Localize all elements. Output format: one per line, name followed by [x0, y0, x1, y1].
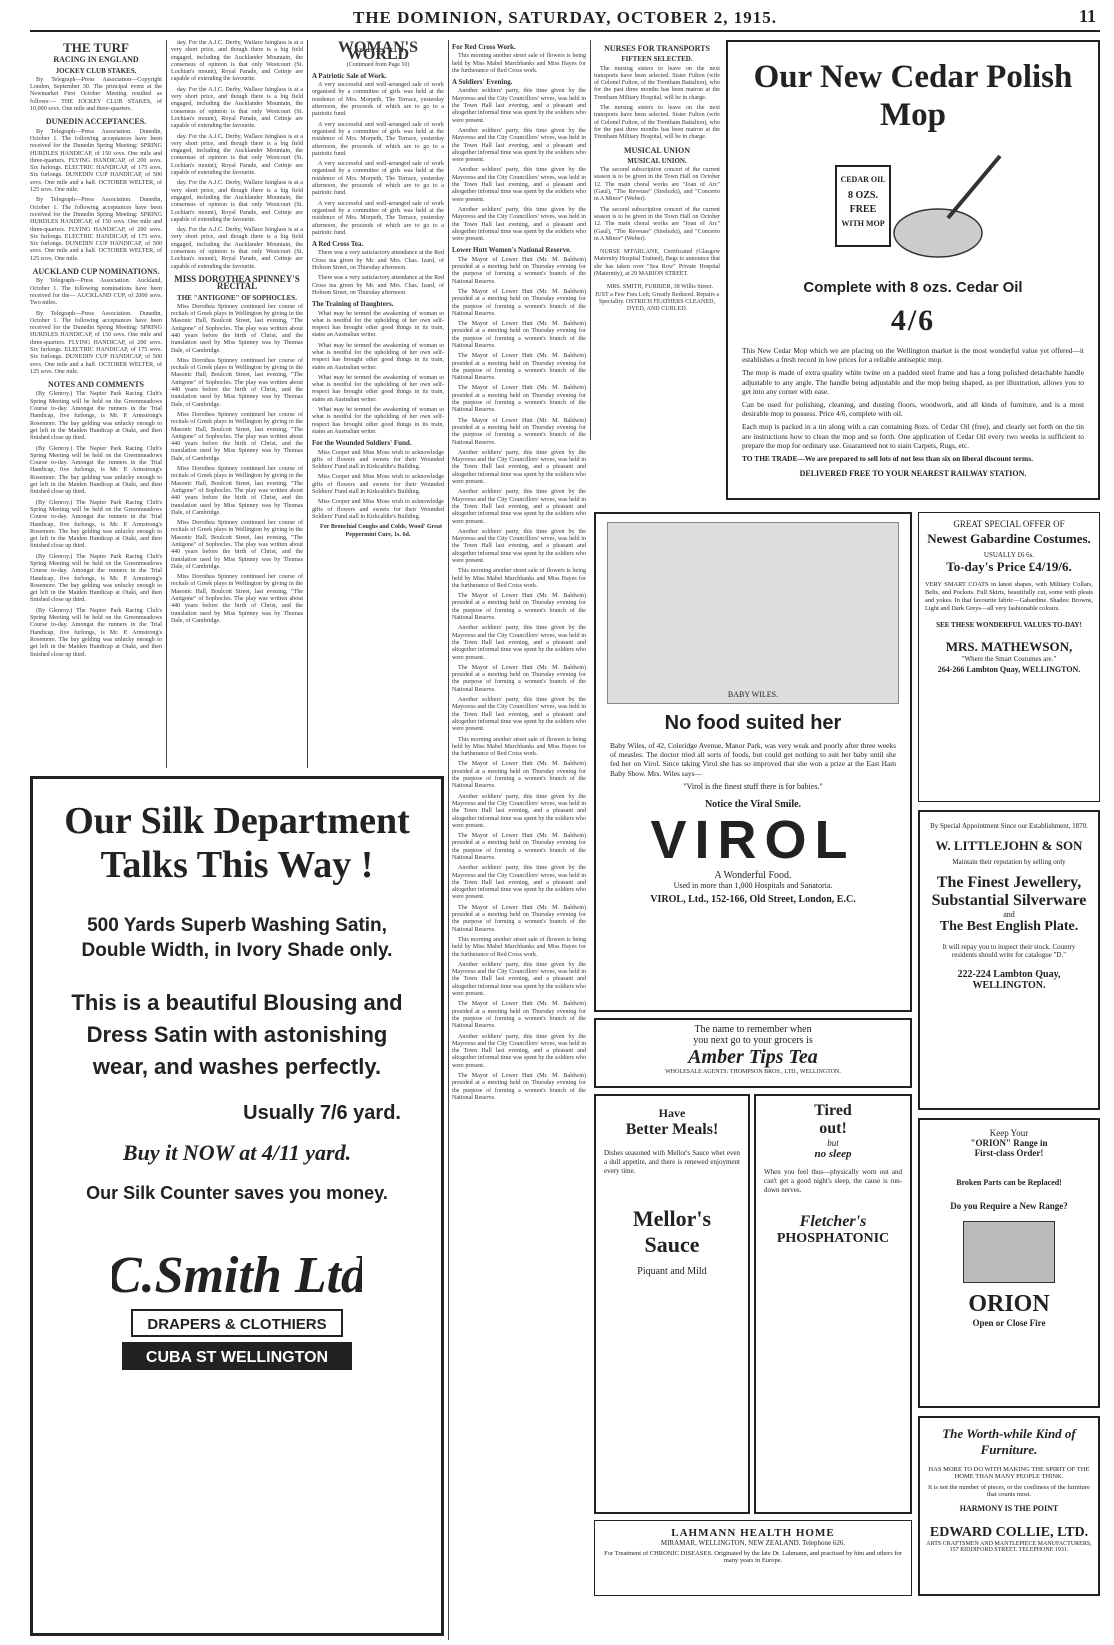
mop-illustration-icon [818, 148, 1008, 268]
smith-logo-icon [112, 1230, 362, 1380]
littlejohn-name: W. LITTLEJOHN & SON [935, 838, 1083, 853]
littlejohn-ad [918, 810, 1100, 1110]
phos-h3: but [827, 1138, 839, 1148]
littlejohn-line-3: and [1003, 910, 1015, 919]
amber-agents: WHOLESALE AGENTS: THOMPSON BROS., LTD., WELLINGTON. [665, 1069, 841, 1075]
womans-world-column [312, 40, 444, 768]
col4-p3e: The Mayor of Lower Hutt (Mr. M. Baldwin) presided at a meeting held on Thursday evening for the purpose of forming a women's branch of the National Reserve. [452, 385, 586, 414]
collie-harmony: HARMONY IS THE POINT [959, 1504, 1059, 1513]
recital-subheading: THE "ANTIGONE" OF SOPHOCLES. [177, 293, 297, 302]
womans-sub1: A Patriotic Sale of Work. [312, 71, 387, 80]
col4-p3w: The Mayor of Lower Hutt (Mr. M. Baldwin) presided at a meeting held on Thursday evening for the purpose of forming a women's branch of the National Reserve. [452, 1001, 586, 1030]
silk-headline-1: Our Silk Department [64, 800, 410, 842]
collie-name: EDWARD COLLIE, LTD. [929, 1525, 1089, 1540]
phosphatonic-ad [754, 1094, 912, 1514]
col4-p2b: Another soldiers' party, this time given by the Mayoress and the City Councillors' wives, was held in the Town Hall last evening, and a pleasant and altogether informal time was spent by the soldiers who were present. [452, 127, 586, 164]
turf-p2: By Telegraph—Press Association. Dunedin, October 1. The following acceptances have been received for the Dunedin Spring Meeting: SPRING HURDLES HANDICAP, of 150 sovs. One mile and three-quarters. FLYING HANDICAP, of 200 sovs. Six furlongs. ELECTRIC HANDICAP, of 175 sovs. Six furlongs. DUNEDIN CUP HANDICAP, of 500 sovs. One mile and a half. OCTOBER WELTER, of 125 sovs. One mile. [30, 128, 162, 194]
nurses-column [594, 40, 720, 440]
turf-p3b: By Telegraph—Press Association. Dunedin, October 1. The following acceptances have been received for the Dunedin Spring Meeting: SPRING HURDLES HANDICAP, of 150 sovs. One mile and three-quarters. FLYING HANDICAP, of 200 sovs. Six furlongs. ELECTRIC HANDICAP, of 175 sovs. Six furlongs. DUNEDIN CUP HANDICAP, of 500 sovs. One mile and a half. OCTOBER WELTER, of 125 sovs. One mile. [30, 310, 162, 375]
col4-p3n: Another soldiers' party, this time given by the Mayoress and the City Councillors' wives, was held in the Town Hall last evening, and a pleasant and altogether informal time was spent by the soldiers who were present. [452, 697, 586, 733]
turf-column [30, 40, 162, 768]
gabardine-h1: GREAT SPECIAL OFFER OF [953, 519, 1065, 529]
amber-line-1: The name to remember when [694, 1024, 812, 1035]
womans-p2b: There was a very satisfactory attendance at the Red Cross tea given by Mr. and Mrs. Chas. Izard, of Hobson Street, on Thursday afternoon. [312, 275, 444, 296]
col4-p3u: This morning another street sale of flowers is being held by Miss Mabel Marchbanks and Miss Hayes for the furtherance of Red Cross work. [452, 936, 586, 958]
turf-p1: By Telegraph—Press Association—Copyright London, September 30. The principal event at the Newmarket First October Meeting resulted as follows:— THE JOCKEY CLUB STAKES, of 10,000 sovs. One mile and three-quarters. [30, 76, 162, 113]
card-furrier: MRS. SMITH, FURRIER, 38 Willis Street. JUST a Few Furs Left; Greatly Reduced. Repairs a Speciality. OSTRICH FEATHERS CLEANED, DYED, AND CURLED. [594, 284, 720, 313]
mop-text-4: Each mop is packed in a tin along with a can containing 8ozs. of Cedar Oil (free), and clearly set forth on the tin are instructions how to clean the mop and so forth. One application of Cedar Oil every two weeks is sufficient to prepare the mop for ordinary use. Guaranteed not to stain Carpets, Rugs, etc. [742, 422, 1084, 450]
virol-quote: "Virol is the finest stuff there is for babies." [683, 781, 823, 791]
col4-p3y: The Mayor of Lower Hutt (Mr. M. Baldwin) presided at a meeting held on Thursday evening for the purpose of forming a women's branch of the National Reserve. [452, 1073, 586, 1101]
veitch-logo-text [822, 498, 1004, 500]
virol-ad [594, 512, 912, 1012]
col4-sub1: For Red Cross Work. [452, 43, 516, 51]
col4-p3l: Another soldiers' party, this time given by the Mayoress and the City Councillors' wives, was held in the Town Hall last evening, and a pleasant and altogether informal time was spent by the soldiers who were present. [452, 625, 586, 661]
column-rule [590, 40, 591, 440]
recital-heading: MISS DOROTHEA SPINNEY'S RECITAL [174, 273, 300, 292]
womans-sub2: A Red Cross Tea. [312, 240, 364, 249]
nurses-heading: NURSES FOR TRANSPORTS [604, 44, 710, 53]
column-rule [307, 40, 308, 768]
collie-ad [918, 1416, 1100, 1596]
littlejohn-line-2: Substantial Silverware [931, 892, 1087, 909]
column-rule [448, 40, 449, 1640]
mellors-h1: Have [658, 1106, 686, 1120]
col4-p3o: This morning another street sale of flowers is being held by Miss Mabel Marchbanks and Miss Hayes for the furtherance of Red Cross work. [452, 736, 586, 758]
phos-text: When you feel thus—physically worn out and can't get a good night's sleep, the cause is run-down nerves. [764, 1168, 902, 1194]
col2-p1b: day. For the A.J.C. Derby, Wallace Isinglass is at a very short price, and though there is a big field engaged, including the Aucklander Mountain, the consensus of opinion is that only Westcourt (St. Lochian's mount), Royal Parade, and Cetinje are capable of extending the favourite. [171, 86, 303, 130]
col4-p3m: The Mayor of Lower Hutt (Mr. M. Baldwin) presided at a meeting held on Thursday evening for the purpose of forming a women's branch of the National Reserve. [452, 664, 586, 693]
turf-p2b: By Telegraph—Press Association. Dunedin, October 1. The following acceptances have been received for the Dunedin Spring Meeting: SPRING HURDLES HANDICAP, of 150 sovs. One mile and three-quarters. FLYING HANDICAP, of 200 sovs. Six furlongs. ELECTRIC HANDICAP, of 175 sovs. Six furlongs. DUNEDIN CUP HANDICAP, of 500 sovs. One mile and a half. OCTOBER WELTER, of 125 sovs. One mile. [30, 197, 162, 262]
col4-p1: This morning another street sale of flowers is being held by Miss Mabel Marchbanks and Miss Hayes for the furtherance of Red Cross work. [452, 53, 586, 74]
col4-sub3: Lower Hutt Women's National Reserve. [452, 246, 571, 255]
lahmann-ad [594, 1520, 912, 1596]
col4-p2: Another soldiers' party, this time given by the Mayoress and the City Councillors' wives, was held in the Town Hall last evening, and a pleasant and altogether informal time was spent by the soldiers who were present. [452, 88, 586, 124]
col2-p2b: Miss Dorothea Spinney continued her course of recitals of Greek plays in Wellington by giving in the Masonic Hall, Boulcott Street, last evening, "The Antigone" of Sophocles. The play was written about 440 years before the birth of Christ, and the translation used by Miss Spinney was by Thomas Dale, of Cambridge. [171, 357, 303, 408]
womans-p4b: Miss Cooper and Miss Moss wish to acknowledge gifts of flowers and sweets for their Wounded Soldiers' Fund stall in Kirkcaldie's Building. [312, 474, 444, 496]
col4-p3x: Another soldiers' party, this time given by the Mayoress and the City Councillors' wives, was held in the Town Hall last evening, and a pleasant and altogether informal time was spent by the soldiers who were present. [452, 1033, 586, 1069]
phos-brand: Fletcher's [799, 1213, 867, 1230]
collie-sub: ARTS CRAFTSMEN AND MANTLEPIECE MANUFACTURERS, [926, 1541, 1092, 1547]
col2-p1d: day. For the A.J.C. Derby, Wallace Isinglass is at a very short price, and though there is a big field engaged, including the Aucklander Mountain, the consensus of opinion is that only Westcourt (St. Lochian's mount), Royal Parade, and Cetinje are capable of extending the favourite. [171, 180, 303, 223]
col4-p3i: Another soldiers' party, this time given by the Mayoress and the City Councillors' wives, was held in the Town Hall last evening, and a pleasant and altogether informal time was spent by the soldiers who were present. [452, 528, 586, 564]
turf-sub4: NOTES AND COMMENTS [47, 380, 144, 390]
turf-p4c: (By Glenroy.) The Napier Park Racing Club's Spring Meeting will be held on the Greenmeadows Course to-day. Amongst the runners in the Trial Handicap, five furlongs, is Mr. P. Armstrong's Rosemore. The bay gelding was unlucky enough to get left in the Maiden Handicap at Otaki, and then finished close up third. [30, 499, 162, 550]
gabardine-address: 264-266 Lambton Quay, WELLINGTON. [937, 665, 1081, 674]
turf-heading: THE TURF [63, 40, 129, 55]
littlejohn-line-4: The Best English Plate. [939, 919, 1079, 934]
womans-p4c: Miss Cooper and Miss Moss wish to acknowledge gifts of flowers and sweets for their Wounded Soldiers' Fund stall in Kirkcaldie's Building. [312, 499, 444, 520]
mop-text-3: Can be used for polishing, cleaning, and dusting floors, woodwork, and all kinds of furniture, and is a most desirable mop to possess. Price 4/6, complete with oil. [742, 400, 1084, 419]
col4-p3v: Another soldiers' party, this time given by the Mayoress and the City Councillors' wives, was held in the Town Hall last evening, and a pleasant and altogether informal time was spent by the soldiers who were present. [452, 961, 586, 998]
silk-line-4: Double Width, in Ivory Shade only. [81, 940, 393, 961]
col2-p1e: day. For the A.J.C. Derby, Wallace Isinglass is at a very short price, and though there is a big field engaged, including the Aucklander Mountain, the consensus of opinion is that only Westcourt (St. Lochian's mount), Royal Parade, and Cetinje are capable of extending the favourite. [171, 227, 303, 270]
womans-p2: There was a very satisfactory attendance at the Red Cross tea given by Mr. and Mrs. Chas. Izard, of Hobson Street, on Thursday afternoon. [312, 250, 444, 272]
smith-logo-city: CUBA ST WELLINGTON [145, 1349, 329, 1366]
musical-heading: MUSICAL UNION [623, 145, 690, 155]
col2-p1c: day. For the A.J.C. Derby, Wallace Isinglass is at a very short price, and though there is a big field engaged, including the Aucklander Mountain, the consensus of opinion is that only Westcourt (St. Lochian's mount), Royal Parade, and Cetinje are capable of extending the favourite. [171, 133, 303, 177]
musical-pb: The second subscription concert of the current season is to be given in the Town Hall on October 12. The main choral works are "Joan of Arc" (Gaul), "The Reveuse" (Strelezki), and "Concerto in A Minor" (Weber). [594, 206, 720, 242]
womans-p4: Miss Cooper and Miss Moss wish to acknowledge gifts of flowers and sweets for their Wounded Soldiers' Fund stall in Kirkcaldie's Building. [312, 449, 444, 471]
gabardine-ad [918, 512, 1100, 802]
virol-address: VIROL, Ltd., 152-166, Old Street, London, E.C. [650, 893, 856, 905]
col4-p3s: Another soldiers' party, this time given by the Mayoress and the City Councillors' wives, was held in the Town Hall last evening, and a pleasant and altogether informal time was spent by the soldiers who were present. [452, 865, 586, 901]
mellors-h2: Better Meals! [625, 1121, 719, 1138]
amber-tips-ad [594, 1018, 912, 1088]
col4-p3q: Another soldiers' party, this time given by the Mayoress and the City Councillors' wives, was held in the Town Hall last evening, and a pleasant and altogether informal time was spent by the soldiers who were present. [452, 793, 586, 829]
phos-h2: out! [819, 1120, 847, 1137]
orion-tag: Open or Close Fire [972, 1318, 1046, 1328]
col4-p3t: The Mayor of Lower Hutt (Mr. M. Baldwin) presided at a meeting held on Thursday evening for the purpose of forming a women's branch of the National Reserve. [452, 904, 586, 933]
turf-p4e: (By Glenroy.) The Napier Park Racing Club's Spring Meeting will be held on the Greenmeadows Course to-day. Amongst the runners in the Trial Handicap, five furlongs, is Mr. P. Armstrong's Rosemore. The bay gelding was unlucky enough to get left in the Maiden Handicap at Otaki, and then finished close up third. [30, 607, 162, 658]
turf-p4: (By Glenroy.) The Napier Park Racing Club's Spring Meeting will be held on the Greenmeadows Course to-day. Amongst the runners in the Trial Handicap, five furlongs, is Mr. P. Armstrong's Rosemore. The bay gelding was unlucky enough to get left in the Maiden Handicap at Otaki, and then finished close up third. [30, 391, 162, 442]
gabardine-h2: Newest Gabardine Costumes. [927, 531, 1091, 546]
womans-p1c: A very successful and well-arranged sale of work organised by a committee of girls was held at the residence of Mrs. Morpeth, The Terrace, yesterday afternoon, the proceeds of which are to go to a patriotic fund. [312, 161, 444, 197]
musical-sub: MUSICAL UNION. [627, 156, 687, 165]
mop-text-5: TO THE TRADE—We are prepared to sell lots of not less than six on liberal discount terms. [742, 454, 1033, 464]
gabardine-name: MRS. MATHEWSON, [945, 639, 1073, 654]
littlejohn-appointment: By Special Appointment Since our Establishment, 1870. [930, 822, 1088, 830]
silk-headline-2: Talks This Way ! [100, 844, 374, 886]
orion-broken: Broken Parts can be Replaced! [956, 1178, 1062, 1187]
cedar-mop-ad [726, 40, 1100, 500]
mop-subtitle: Complete with 8 ozs. Cedar Oil [803, 279, 1023, 296]
col4-p3j: This morning another street sale of flowers is being held by Miss Mabel Marchbanks and Miss Hayes for the furtherance of Red Cross work. [452, 568, 586, 589]
col4-p3r: The Mayor of Lower Hutt (Mr. M. Baldwin) presided at a meeting held on Thursday evening for the purpose of forming a women's branch of the National Reserve. [452, 833, 586, 861]
womans-p3c: What may be termed the awakening of woman to what is needful for the upholding of her own self-respect has brought other good things in its train, states an Australian writer. [312, 374, 444, 403]
silk-sale-price: Buy it NOW at 4/11 yard. [122, 1140, 352, 1165]
orion-range-icon [963, 1221, 1055, 1283]
orion-ad [918, 1118, 1100, 1408]
can-label-3: FREE [849, 204, 877, 215]
turf-p3: By Telegraph—Press Association. Auckland, October 1. The following nominations have been received for the— AUCKLAND CUP, of 2000 sovs. Two miles. [30, 278, 162, 307]
gabardine-today: To-day's Price £4/19/6. [946, 559, 1072, 574]
womans-p3: What may be termed the awakening of woman to what is needful for the upholding of her own self-respect has brought other good things in its train, states an Australian writer. [312, 310, 444, 339]
veitch-allan-logo-icon [793, 488, 1033, 500]
lahmann-text: For Treatment of CHRONIC DISEASES. Originated by the late Dr. Lahmann, and practised by him and others for many years in Europe. [604, 1550, 902, 1564]
amber-name: Amber Tips Tea [688, 1046, 818, 1068]
womans-sub3: The Training of Daughters. [312, 300, 394, 309]
virol-title: No food suited her [664, 712, 842, 734]
orion-question: Do you Require a New Range? [950, 1201, 1068, 1211]
col4-p3p: The Mayor of Lower Hutt (Mr. M. Baldwin) presided at a meeting held on Thursday evening for the purpose of forming a women's branch of the National Reserve. [452, 761, 586, 790]
silk-footer-line: Our Silk Counter saves you money. [86, 1183, 388, 1203]
littlejohn-sub: Maintain their reputation by selling only [952, 858, 1066, 866]
turf-sub1b: JOCKEY CLUB STAKES. [55, 66, 137, 75]
can-label-1: CEDAR OIL [840, 175, 886, 184]
virol-used: Used in more than 1,000 Hospitals and Sanatoria. [673, 880, 833, 890]
turf-p4b: (By Glenroy.) The Napier Park Racing Club's Spring Meeting will be held on the Greenmeadows Course to-day. Amongst the runners in the Trial Handicap, five furlongs, is Mr. P. Armstrong's Rosemore. The bay gelding was unlucky enough to get left in the Maiden Handicap at Otaki, and then finished close up third. [30, 445, 162, 496]
turf-sub3: AUCKLAND CUP NOMINATIONS. [32, 267, 160, 277]
orion-h2: "ORION" Range in [970, 1138, 1048, 1148]
silk-usual-price: Usually 7/6 yard. [243, 1102, 401, 1124]
nurses-p1: The nursing sisters to leave on the next transports have been selected. Sister Fulton (wife of Colonel Fulton, of the Trentham Battalion), who for the past three months has been matron at the Trentham Military Hospital, will be in charge. [594, 65, 720, 101]
smith-logo-text: C.Smith Ltd [112, 1247, 362, 1304]
mop-delivery: DELIVERED FREE TO YOUR NEAREST RAILWAY STATION. [799, 469, 1027, 479]
silk-line-3: 500 Yards Superb Washing Satin, [87, 915, 387, 936]
musical-p: The second subscription concert of the current season is to be given in the Town Hall on October 12. The main choral works are "Joan of Arc" (Gaul), "The Reveuse" (Strelezki), and "Concerto in A Minor" (Weber). [594, 167, 720, 203]
card-nurse: NURSE M'FARLANE, Certificated (Glasgow Maternity Hospital Trained), Begs to announce that she has taken over "Sea Row" Private Hospital (Maternity), at 29 MARION STREET. [594, 249, 720, 278]
smith-logo-sub: DRAPERS & CLOTHIERS [147, 1316, 327, 1333]
orion-name: ORION [968, 1291, 1050, 1317]
womans-sub4: For the Wounded Soldiers' Fund. [312, 439, 412, 448]
continued-note: (Continued from Page 10) [346, 61, 410, 68]
can-label-2: 8 OZS. [847, 190, 879, 201]
womans-p1d: A very successful and well-arranged sale of work organised by a committee of girls was held at the residence of Mrs. Morpeth, The Terrace, yesterday afternoon, the proceeds of which are to go to a patriotic fund. [312, 200, 444, 236]
mellors-tag: Piquant and Mild [637, 1266, 707, 1277]
masthead-title: THE DOMINION, SATURDAY, OCTOBER 2, 1915. [353, 8, 777, 27]
nurses-sub: FIFTEEN SELECTED. [621, 55, 693, 64]
gabardine-text: VERY SMART COATS in latest shapes, with Military Collars, Belts, and Pockets. Full Skirts, beautifully cut, some with pleats and yokes. In that favourite fabric—Gabardine. Shades: Browns, Light and Dark Greys—all very fashionable colours. [925, 581, 1093, 612]
silk-department-ad [30, 776, 444, 1636]
amber-line-2: you next go to your grocers is [693, 1035, 813, 1046]
col2-p2e: Miss Dorothea Spinney continued her course of recitals of Greek plays in Wellington by giving in the Masonic Hall, Boulcott Street, last evening, "The Antigone" of Sophocles. The play was written about 440 years before the birth of Christ, and the translation used by Miss Spinney was by Thomas Dale, of Cambridge. [171, 520, 303, 570]
baby-photo [607, 522, 899, 704]
baby-photo-caption: BABY WILES. [727, 690, 779, 699]
mop-title: Our New Cedar Polish Mop [753, 59, 1073, 133]
orion-h1: Keep Your [989, 1128, 1029, 1138]
col4-column [452, 40, 586, 1640]
silk-line-5: This is a beautiful Blousing and [71, 990, 403, 1015]
col2-p2f: Miss Dorothea Spinney continued her course of recitals of Greek plays in Wellington by giving in the Masonic Hall, Boulcott Street, last evening, "The Antigone" of Sophocles. The play was written about 440 years before the birth of Christ, and the translation used by Miss Spinney was by Thomas Dale, of Cambridge. [171, 574, 303, 624]
mop-text-2: The mop is made of extra quality white twine on a padded steel frame and has a long polished detachable handle adjustable to any angle. The handle being adjustable and the mop being shaped, as per illustration, allows you to get into any corner with ease. [742, 368, 1084, 396]
mop-text-1: This New Cedar Mop which we are placing on the Wellington market is the most wonderful value yet offered—it establishes a fresh record in low prices for a reliable antiseptic mop. [742, 346, 1084, 365]
womans-p3b: What may be termed the awakening of woman to what is needful for the upholding of her own self-respect has brought other good things in its train, states an Australian writer. [312, 342, 444, 371]
littlejohn-text: It will repay you to inspect their stock. Country residents should write for catalogue "D." [942, 943, 1076, 959]
col2-p2d: Miss Dorothea Spinney continued her course of recitals of Greek plays in Wellington by giving in the Masonic Hall, Boulcott Street, last evening, "The Antigone" of Sophocles. The play was written about 440 years before the birth of Christ, and the translation used by Miss Spinney was by Thomas Dale, of Cambridge. [171, 466, 303, 516]
womans-world-heading: WOMAN'S WORLD [338, 40, 418, 64]
virol-text: Baby Wiles, of 42, Coleridge Avenue, Manor Park, was very weak and poorly after three weeks of measles. The doctor tried all sorts of foods, but could get nothing to suit her baby until she fed her on Virol. Since taking Virol she has so improved that she won a prize at the East Ham Baby Show. Mrs. Wiles says— [610, 741, 896, 778]
page-number: 11 [1078, 6, 1096, 26]
silk-line-7: wear, and washes perfectly. [92, 1054, 382, 1079]
mellors-name-2: Sauce [644, 1232, 700, 1257]
col4-p3c: The Mayor of Lower Hutt (Mr. M. Baldwin) presided at a meeting held on Thursday evening for the purpose of forming a women's branch of the National Reserve. [452, 321, 586, 349]
col4-p2d: Another soldiers' party, this time given by the Mayoress and the City Councillors' wives, was held in the Town Hall last evening, and a pleasant and altogether informal time was spent by the soldiers who were present. [452, 206, 586, 243]
col4-p3b: The Mayor of Lower Hutt (Mr. M. Baldwin) presided at a meeting held on Thursday evening for the purpose of forming a women's branch of the National Reserve. [452, 288, 586, 317]
turf-sub2: DUNEDIN ACCEPTANCES. [45, 117, 147, 127]
littlejohn-line-1: The Finest Jewellery, [936, 874, 1082, 891]
turf-sub1: RACING IN ENGLAND [53, 55, 139, 65]
lahmann-sub: MIRAMAR, WELLINGTON, NEW ZEALAND. Telephone 626. [660, 1539, 846, 1547]
can-label-4: WITH MOP [841, 219, 885, 228]
gabardine-see: SEE THESE WONDERFUL VALUES TO-DAY! [936, 621, 1082, 629]
mop-price: 4/6 [890, 304, 936, 337]
nurses-p1b: The nursing sisters to leave on the next transports have been selected. Sister Fulton (wife of Colonel Fulton, of the Trentham Battalion), who for the past three months has been matron at the Trentham Military Hospital, will be in charge. [594, 105, 720, 141]
gabardine-usual: USUALLY £6 6s. [983, 551, 1035, 559]
col4-p3f: The Mayor of Lower Hutt (Mr. M. Baldwin) presided at a meeting held on Thursday evening for the purpose of forming a women's branch of the National Reserve. [452, 417, 586, 446]
collie-address: 157 RIDDIFORD STREET. TELEPHONE 1931. [949, 1547, 1069, 1553]
womans-p3d: What may be termed the awakening of woman to what is needful for the upholding of her own self-respect has brought other good things in its train, states an Australian writer. [312, 407, 444, 435]
col4-p3g: Another soldiers' party, this time given by the Mayoress and the City Councillors' wives, was held in the Town Hall last evening, and a pleasant and altogether informal time was spent by the soldiers who were present. [452, 449, 586, 486]
col4-p2c: Another soldiers' party, this time given by the Mayoress and the City Councillors' wives, was held in the Town Hall last evening, and a pleasant and altogether informal time was spent by the soldiers who were present. [452, 167, 586, 203]
col4-p3k: The Mayor of Lower Hutt (Mr. M. Baldwin) presided at a meeting held on Thursday evening for the purpose of forming a women's branch of the National Reserve. [452, 593, 586, 622]
womans-foot: For Bronchial Coughs and Colds, Wood' Great Peppermint Cure, 1s. 6d. [320, 524, 442, 538]
virol-sub: A Wonderful Food. [714, 869, 792, 881]
collie-heading: The Worth-while Kind of Furniture. [942, 1426, 1076, 1457]
lahmann-name: LAHMANN HEALTH HOME [671, 1527, 835, 1539]
collie-text-2: It is not the number of pieces, or the costliness of the furniture that counts most. [928, 1484, 1090, 1498]
womans-p1: A very successful and well-arranged sale of work organised by a committee of girls was held at the residence of Mrs. Morpeth, The Terrace, yesterday afternoon, the proceeds of which are to go to a patriotic fund. [312, 82, 444, 118]
col2-p1: day. For the A.J.C. Derby, Wallace Isinglass is at a very short price, and though there is a big field engaged, including the Aucklander Mountain, the consensus of opinion is that only Westcourt (St. Lochian's mount), Royal Parade, and Cetinje are capable of extending the favourite. [171, 40, 303, 83]
col4-sub2: A Soldiers' Evening. [452, 78, 513, 87]
silk-line-6: Dress Satin with astonishing [86, 1022, 388, 1047]
orion-h3: First-class Order! [974, 1148, 1044, 1158]
col4-p3: The Mayor of Lower Hutt (Mr. M. Baldwin) presided at a meeting held on Thursday evening for the purpose of forming a women's branch of the National Reserve. [452, 256, 586, 285]
col2-p2c: Miss Dorothea Spinney continued her course of recitals of Greek plays in Wellington by giving in the Masonic Hall, Boulcott Street, last evening, "The Antigone" of Sophocles. The play was written about 440 years before the birth of Christ, and the translation used by Miss Spinney was by Thomas Dale, of Cambridge. [171, 411, 303, 462]
collie-text-1: HAS MORE TO DO WITH MAKING THE SPIRIT OF THE HOME THAN MANY PEOPLE THINK. [928, 1466, 1090, 1480]
phos-name: PHOSPHATONIC [776, 1231, 890, 1246]
littlejohn-address: 222-224 Lambton Quay, [957, 969, 1061, 980]
col2-column [171, 40, 303, 768]
col4-p3h: Another soldiers' party, this time given by the Mayoress and the City Councillors' wives, was held in the Town Hall last evening, and a pleasant and altogether informal time was spent by the soldiers who were present. [452, 489, 586, 525]
col4-p3d: The Mayor of Lower Hutt (Mr. M. Baldwin) presided at a meeting held on Thursday evening for the purpose of forming a women's branch of the National Reserve. [452, 353, 586, 382]
virol-name: VIROL [650, 809, 856, 870]
phos-h1: Tired [814, 1102, 852, 1119]
gabardine-tag: "Where the Smart Costumes are." [961, 655, 1057, 663]
mellors-ad [594, 1094, 750, 1514]
column-rule [166, 40, 167, 768]
phos-h4: no sleep [814, 1148, 852, 1160]
littlejohn-city: WELLINGTON. [972, 980, 1046, 991]
col2-p2: Miss Dorothea Spinney continued her course of recitals of Greek plays in Wellington by giving in the Masonic Hall, Boulcott Street, last evening, "The Antigone" of Sophocles. The play was written about 440 years before the birth of Christ, and the translation used by Miss Spinney was by Thomas Dale, of Cambridge. [171, 303, 303, 354]
mellors-text: Dishes seasoned with Mellor's Sauce whet even a dull appetite, and there is renewed enjoyment every time. [604, 1149, 740, 1175]
mellors-name-1: Mellor's [632, 1206, 712, 1231]
masthead [30, 6, 1100, 32]
turf-p4d: (By Glenroy.) The Napier Park Racing Club's Spring Meeting will be held on the Greenmeadows Course to-day. Amongst the runners in the Trial Handicap, five furlongs, is Mr. P. Armstrong's Rosemore. The bay gelding was unlucky enough to get left in the Maiden Handicap at Otaki, and then finished close up third. [30, 553, 162, 604]
virol-notice: Notice the Viral Smile. [704, 798, 802, 810]
womans-p1b: A very successful and well-arranged sale of work organised by a committee of girls was held at the residence of Mrs. Morpeth, The Terrace, yesterday afternoon, the proceeds of which are to go to a patriotic fund. [312, 121, 444, 157]
